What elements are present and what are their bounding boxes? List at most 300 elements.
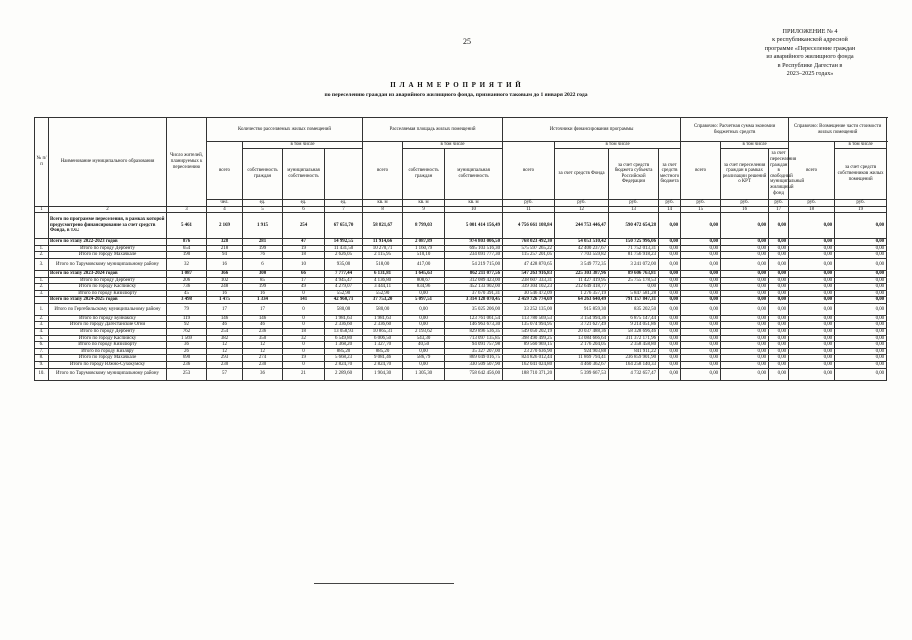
row-value: 3 549 772,35 <box>555 258 609 270</box>
row-value: 0,00 <box>659 315 681 322</box>
row-value: 0,00 <box>789 252 835 259</box>
row-name: Всего по этапу 2022-2023 годов <box>49 239 167 246</box>
row-value: 0,00 <box>721 368 769 380</box>
row-value: 862 211 077,56 <box>445 270 503 277</box>
row-value: 11 914,66 <box>363 239 403 246</box>
row-name: Итого по Гергебильскому муниципальному району <box>49 303 167 315</box>
header-area: Расселяемая площадь жилых помещений <box>363 118 503 142</box>
row-value: 0,00 <box>681 355 721 362</box>
header-including: в том числе <box>835 142 887 149</box>
row-value: 586,79 <box>403 355 445 362</box>
row-value: 0,00 <box>769 270 789 277</box>
row-value: 0,00 <box>721 270 769 277</box>
row-value: 225 303 387,96 <box>555 270 609 277</box>
row-value: 0,00 <box>659 252 681 259</box>
row-value: 311 372 171,96 <box>609 335 659 342</box>
row-value: 1 475 <box>207 297 243 304</box>
row-value: 0,00 <box>835 303 887 315</box>
column-number-cell: 8 <box>363 206 403 213</box>
row-value: 4 756 661 108,84 <box>503 213 555 239</box>
header-including: в том числе <box>243 142 363 149</box>
row-value: 808,67 <box>403 277 445 284</box>
row-value: 8 799,03 <box>403 213 445 239</box>
row-value: 0,00 <box>403 322 445 329</box>
row-name: Итого по городу Каспийску <box>49 284 167 291</box>
row-value: 188 710 371,20 <box>503 368 555 380</box>
row-value: 2 336,60 <box>363 322 403 329</box>
header-including: в том числе <box>403 142 503 149</box>
row-value: 0,00 <box>681 213 721 239</box>
row-value: 42 400 237,67 <box>555 245 609 252</box>
row-value: 3 314 128 070,45 <box>445 297 503 304</box>
row-value: 876 <box>167 239 207 246</box>
row-value: 5 668,23 <box>325 355 363 362</box>
row-value: 0,00 <box>789 284 835 291</box>
row-value: 230 <box>207 362 243 369</box>
row-value: 66 <box>283 270 325 277</box>
row-value: 0,00 <box>769 322 789 329</box>
column-number-cell: 3 <box>167 206 207 213</box>
row-value: 35 327 207,00 <box>445 348 503 355</box>
row-value: 212 649 418,77 <box>555 284 609 291</box>
row-name: Итого по городу Кизилюрту <box>49 342 167 349</box>
row-value: 0,00 <box>835 277 887 284</box>
unit-cell: кв. м <box>403 199 445 206</box>
row-number <box>35 213 49 239</box>
row-value: 0,00 <box>681 258 721 270</box>
row-value: 6 875 147,44 <box>609 315 659 322</box>
row-value: 1 904,30 <box>363 368 403 380</box>
row-value: 924 903,88 <box>555 348 609 355</box>
row-value: 0,00 <box>789 348 835 355</box>
row-value: 0,00 <box>659 362 681 369</box>
header-municipal: муниципальная собственность <box>283 148 325 199</box>
row-value: 0,00 <box>681 335 721 342</box>
row-value: 0,00 <box>659 303 681 315</box>
row-value: 0,00 <box>659 335 681 342</box>
row-number <box>35 270 49 277</box>
row-value: 14 992,55 <box>325 239 363 246</box>
row-value: 2 115,95 <box>363 252 403 259</box>
row-value: 312 089 423,00 <box>445 277 503 284</box>
table-header <box>35 118 887 207</box>
table-row <box>35 335 887 342</box>
unit-cell: кв. м <box>445 199 503 206</box>
column-number-cell: 11 <box>503 206 555 213</box>
row-value: 281 <box>243 239 283 246</box>
row-name: Итого по городу Дербенту <box>49 245 167 252</box>
column-number-cell: 1 <box>35 206 49 213</box>
row-value: 0,00 <box>789 303 835 315</box>
table-row <box>35 303 887 315</box>
header-resettle-krt: за счет переселения граждан в рамках реализации решений о КРТ <box>721 148 769 199</box>
row-value: 829 896 536,35 <box>445 329 503 336</box>
row-value: 57 <box>207 368 243 380</box>
row-value: 1 645,63 <box>403 270 445 277</box>
row-value: 0 <box>283 303 325 315</box>
row-value: 0,00 <box>681 239 721 246</box>
row-value: 0,00 <box>789 270 835 277</box>
row-value: 1 569 <box>167 335 207 342</box>
row-value: 869 049 016,75 <box>445 355 503 362</box>
row-value: 0,00 <box>835 297 887 304</box>
row-value: 0,00 <box>835 245 887 252</box>
row-value: 398 490 499,25 <box>503 335 555 342</box>
row-number: 3. <box>35 258 49 270</box>
row-value: 0 <box>283 348 325 355</box>
row-number: 4. <box>35 329 49 336</box>
unit-cell: руб. <box>681 199 721 206</box>
header-free-fund: за счет переселения граждан в свободный муниципальный жилищный фонд <box>769 148 789 199</box>
row-value: 4 732 657,47 <box>609 368 659 380</box>
row-value: 46 <box>243 322 283 329</box>
row-value: 5 461 <box>167 213 207 239</box>
table-row <box>35 342 887 349</box>
unit-cell: ед. <box>325 199 363 206</box>
document-subtitle: по переселению граждан из аварийного жилищного фонда, признанного таковым до 1 января 2022 года <box>324 92 588 98</box>
table-row <box>35 362 887 369</box>
row-value: 0,00 <box>789 335 835 342</box>
row-value: 0,00 <box>769 368 789 380</box>
row-name: Итого по городу Кизляру <box>49 348 167 355</box>
row-value: 32 <box>167 258 207 270</box>
row-name: Итого по городу Южно-Сухокумску <box>49 362 167 369</box>
row-value: 17 <box>243 303 283 315</box>
row-number: 10. <box>35 368 49 380</box>
row-value: 0,00 <box>681 348 721 355</box>
row-value: 94 091 757,98 <box>445 342 503 349</box>
row-value: 47 <box>283 239 325 246</box>
row-value: 11 869 794,41 <box>555 355 609 362</box>
row-value: 12 <box>243 348 283 355</box>
unit-cell: руб. <box>555 199 609 206</box>
row-value: 6 549,80 <box>325 335 363 342</box>
row-value: 119 <box>167 315 207 322</box>
table-row <box>35 368 887 380</box>
document-title: П Л А Н М Е Р О П Р И Я Т И Й <box>390 81 522 89</box>
row-value: 0,00 <box>835 329 887 336</box>
row-value: 1 915 <box>243 213 283 239</box>
row-value: 54 219 715,00 <box>445 258 503 270</box>
row-value: 46 <box>207 322 243 329</box>
row-value: 339 304 102,23 <box>503 284 555 291</box>
row-value: 20 037 488,36 <box>555 329 609 336</box>
row-value: 26 <box>167 348 207 355</box>
row-value: 0,00 <box>721 239 769 246</box>
row-number: 3. <box>35 322 49 329</box>
row-value: 0,00 <box>769 213 789 239</box>
header-name: Наименование муниципального образования <box>49 118 167 207</box>
header-residents: Число жителей, планируемых к переселению <box>167 118 207 207</box>
row-value: 10 270,71 <box>363 245 403 252</box>
row-value: 580,00 <box>363 303 403 315</box>
row-name: Итого по городу Махачкале <box>49 355 167 362</box>
row-value: 0,00 <box>659 355 681 362</box>
row-name: Итого по городу Махачкале <box>49 252 167 259</box>
header-own-citizens: собственность граждан <box>403 148 445 199</box>
appendix-line: 2023–2025 годах» <box>786 70 834 78</box>
row-value: 19 <box>283 355 325 362</box>
row-value: 17 <box>207 303 243 315</box>
row-value: 0,00 <box>721 258 769 270</box>
row-value: 0,00 <box>835 270 887 277</box>
column-number-cell: 19 <box>835 206 887 213</box>
row-value: 0,00 <box>681 290 721 297</box>
row-value: 834,96 <box>403 284 445 291</box>
row-value: 0,00 <box>681 303 721 315</box>
row-name: Итого по городу Кизилюрту <box>49 290 167 297</box>
row-value: 0,00 <box>681 362 721 369</box>
table-row <box>35 329 887 336</box>
row-number: 1. <box>35 303 49 315</box>
row-value: 935,00 <box>325 258 363 270</box>
row-value: 0,00 <box>681 342 721 349</box>
row-value: 16 <box>207 258 243 270</box>
row-number: 2. <box>35 315 49 322</box>
column-number-cell: 17 <box>769 206 789 213</box>
row-value: 0,00 <box>681 368 721 380</box>
row-value: 13 058,93 <box>325 329 363 336</box>
row-name: Итого по городу Буйнакску <box>49 315 167 322</box>
row-value: 0,00 <box>769 239 789 246</box>
row-value: 0,00 <box>659 245 681 252</box>
row-value: 6 006,50 <box>363 335 403 342</box>
row-name: Всего по этапу 2024-2025 годов <box>49 297 167 304</box>
row-value: 366 <box>207 270 243 277</box>
row-value: 552,90 <box>363 290 403 297</box>
row-name: Итого по городу Дербенту <box>49 329 167 336</box>
row-number: 1. <box>35 245 49 252</box>
row-value: 1 276 357,19 <box>555 290 609 297</box>
row-value: 11 431,50 <box>325 245 363 252</box>
appendix-line: программе «Переселение граждан <box>764 44 856 52</box>
row-value: 0,00 <box>659 258 681 270</box>
row-value: 690 <box>167 355 207 362</box>
row-value: 25 755 178,53 <box>609 277 659 284</box>
row-value: 0,00 <box>659 270 681 277</box>
row-value: 2 358 458,80 <box>609 342 659 349</box>
row-value: 0,00 <box>681 245 721 252</box>
row-value: 0,00 <box>721 290 769 297</box>
row-name: Итого по городу Дагестанские Огни <box>49 322 167 329</box>
row-value: 79 <box>167 303 207 315</box>
row-value: 768 023 492,30 <box>503 239 555 246</box>
row-value: 0,00 <box>769 252 789 259</box>
row-value: 713 097 135,85 <box>445 335 503 342</box>
row-value: 695 103 516,30 <box>445 245 503 252</box>
row-value: 0,00 <box>659 348 681 355</box>
row-value: 758 642 456,00 <box>445 368 503 380</box>
row-value: 16 <box>243 290 283 297</box>
row-value: 0,00 <box>789 322 835 329</box>
row-value: 58 821,67 <box>363 213 403 239</box>
table-row <box>35 297 887 304</box>
row-value: 0,00 <box>789 342 835 349</box>
row-number: 7. <box>35 348 49 355</box>
row-value: 0,00 <box>609 284 659 291</box>
row-name: Всего по этапу 2023-2024 годов <box>49 270 167 277</box>
row-value: 0,00 <box>789 297 835 304</box>
header-local-budget: за счет средств местного бюджета <box>659 148 681 199</box>
page-number: 25 <box>463 37 471 46</box>
row-value: 328 <box>207 239 243 246</box>
column-number-cell: 9 <box>403 206 445 213</box>
column-number-cell: 6 <box>283 206 325 213</box>
row-value: 36 <box>167 342 207 349</box>
row-value: 0,00 <box>721 213 769 239</box>
row-value: 547 263 916,83 <box>503 270 555 277</box>
row-value: 300 <box>243 270 283 277</box>
row-value: 146 963 673,30 <box>445 322 503 329</box>
row-value: 0,00 <box>659 342 681 349</box>
table-row <box>35 252 887 259</box>
row-value: 0,00 <box>681 329 721 336</box>
row-value: 164 258 140,33 <box>609 362 659 369</box>
header-total: всего <box>503 142 555 200</box>
row-value: 0,00 <box>769 335 789 342</box>
row-value: 0,00 <box>835 362 887 369</box>
row-value: 115 257 201,05 <box>503 252 555 259</box>
table-row <box>35 270 887 277</box>
row-value: 0,00 <box>835 342 887 349</box>
row-value: 35 025 206,00 <box>445 303 503 315</box>
header-premises-count: Количество расселяемых жилых помещений <box>207 118 363 142</box>
row-value: 1 087 <box>167 270 207 277</box>
row-number: 2. <box>35 284 49 291</box>
row-value: 4 279,07 <box>325 284 363 291</box>
row-value: 0,00 <box>835 252 887 259</box>
row-value: 9 214 051,86 <box>609 322 659 329</box>
appendix-line: ПРИЛОЖЕНИЕ № 4 <box>782 28 838 35</box>
row-value: 17 <box>283 277 325 284</box>
unit-cell: руб. <box>609 199 659 206</box>
row-value: 0 <box>283 290 325 297</box>
row-value: 0,00 <box>769 284 789 291</box>
row-value: 1 160,79 <box>403 245 445 252</box>
row-value: 85 <box>243 277 283 284</box>
row-value: 58 328 696,46 <box>609 329 659 336</box>
row-value: 71 752 013,31 <box>609 245 659 252</box>
row-value: 42 960,71 <box>325 297 363 304</box>
row-value: 47 428 870,65 <box>503 258 555 270</box>
table-row <box>35 239 887 246</box>
header-total: всего <box>789 142 835 200</box>
row-value: 236 <box>167 362 207 369</box>
row-value: 0,00 <box>769 277 789 284</box>
measures-table <box>34 117 887 381</box>
row-value: 102 <box>207 277 243 284</box>
row-value: 1 305,30 <box>403 368 445 380</box>
row-value: 33 252 135,00 <box>503 303 555 315</box>
row-value: 549 050 202,19 <box>503 329 555 336</box>
header-municipal: муниципальная собственность <box>445 148 503 199</box>
row-value: 236 859 901,90 <box>609 355 659 362</box>
row-value: 162 041 024,80 <box>503 362 555 369</box>
row-value: 248 <box>207 284 243 291</box>
row-value: 0 <box>283 322 325 329</box>
row-value: 0 <box>283 342 325 349</box>
row-value: 10 865,31 <box>363 329 403 336</box>
column-number-cell: 7 <box>325 206 363 213</box>
column-number-cell: 18 <box>789 206 835 213</box>
row-value: 5 847 581,28 <box>609 290 659 297</box>
row-value: 0,00 <box>789 315 835 322</box>
row-value: 11 427 419,95 <box>555 277 609 284</box>
header-no: № п/п <box>35 118 49 207</box>
row-value: 330 509 507,90 <box>445 362 503 369</box>
row-value: 0,00 <box>721 277 769 284</box>
table-row <box>35 245 887 252</box>
row-value: 1 334 <box>243 297 283 304</box>
row-value: 3 444,11 <box>363 284 403 291</box>
row-number: 5. <box>35 335 49 342</box>
row-value: 452 133 902,00 <box>445 284 503 291</box>
table-row <box>35 315 887 322</box>
row-value: 0,00 <box>721 355 769 362</box>
row-value: 510,10 <box>403 252 445 259</box>
row-name: Итого по Тарумовскому муниципальному району <box>49 368 167 380</box>
row-value: 0,00 <box>789 258 835 270</box>
row-value: 590 472 654,28 <box>609 213 659 239</box>
table-row <box>35 258 887 270</box>
unit-cell: руб. <box>503 199 555 206</box>
row-value: 0,00 <box>681 252 721 259</box>
row-number: 3. <box>35 290 49 297</box>
row-number: 1. <box>35 277 49 284</box>
row-value: 218 <box>207 245 243 252</box>
row-number: 9. <box>35 362 49 369</box>
header-including: в том числе <box>721 142 789 149</box>
row-value: 2 336,60 <box>325 322 363 329</box>
row-value: 0,00 <box>789 245 835 252</box>
row-value: 238 607 333,31 <box>503 277 555 284</box>
row-value: 199 <box>243 284 283 291</box>
row-name: Итого по Тарумовскому муниципальному району <box>49 258 167 270</box>
row-value: 123 761 061,54 <box>445 315 503 322</box>
row-value: 92 <box>167 322 207 329</box>
row-value: 45 <box>167 290 207 297</box>
row-value: 0,00 <box>835 322 887 329</box>
column-number-cell: 5 <box>243 206 283 213</box>
row-value: 835 202,50 <box>609 303 659 315</box>
row-number: 8. <box>35 355 49 362</box>
row-value: 0,00 <box>659 277 681 284</box>
row-value: 0,00 <box>835 284 887 291</box>
row-value: 146 <box>243 315 283 322</box>
row-value: 135 074 994,95 <box>503 322 555 329</box>
row-value: 382 <box>207 335 243 342</box>
header-own-citizens: собственность граждан <box>243 148 283 199</box>
row-value: 0,00 <box>789 239 835 246</box>
row-value: 254 <box>283 213 325 239</box>
unit-cell: руб. <box>769 199 789 206</box>
row-value: 4 945,47 <box>325 277 363 284</box>
row-value: 10 <box>283 258 325 270</box>
row-value: 0,00 <box>789 329 835 336</box>
row-value: 974 803 006,50 <box>445 239 503 246</box>
row-value: 13 084 666,64 <box>555 335 609 342</box>
column-number-cell: 14 <box>659 206 681 213</box>
row-value: 3 154 994,36 <box>555 315 609 322</box>
row-value: 0,00 <box>789 213 835 239</box>
row-value: 736 <box>167 284 207 291</box>
divider-line <box>314 583 454 584</box>
header-sources: Источники финансирования программы <box>503 118 681 142</box>
row-name: Всего по программе переселения, в рамках которой предусмотрено финансирование за счет средств Фонда, в т.ч.: <box>49 213 167 239</box>
table-row <box>35 290 887 297</box>
row-value: 543,30 <box>403 335 445 342</box>
row-value: 0,00 <box>403 362 445 369</box>
